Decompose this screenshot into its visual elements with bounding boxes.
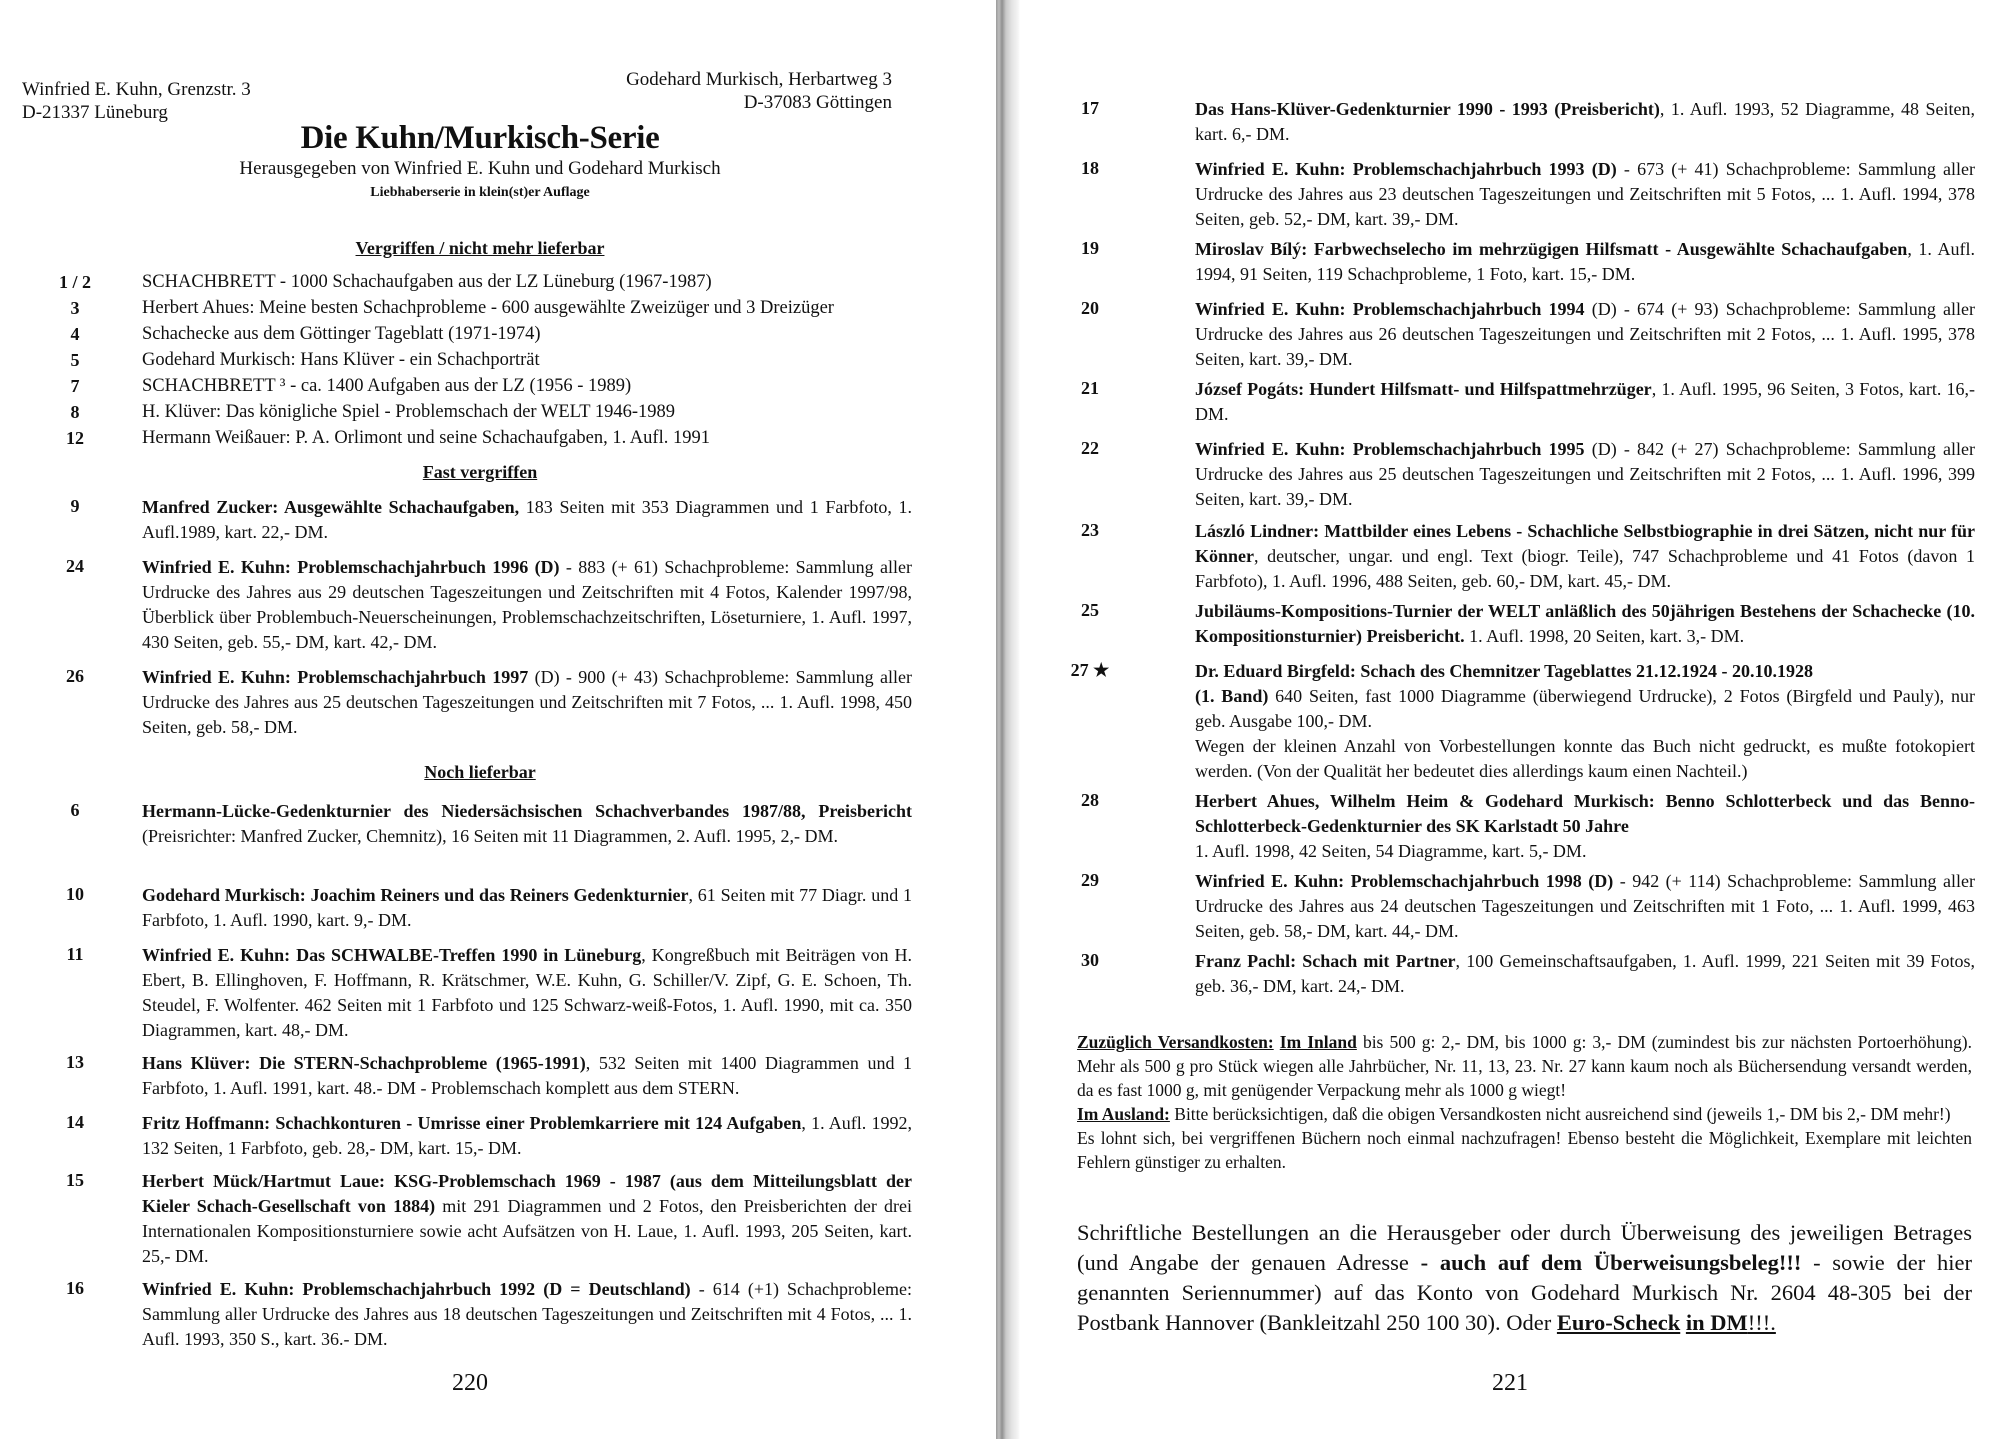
item-text: SCHACHBRETT - 1000 Schachaufgaben aus der LZ Lüneburg (1967-1987) [142, 272, 712, 292]
address-line: Winfried E. Kuhn, Grenzstr. 3 [22, 79, 251, 100]
shipping-note [1077, 1030, 1972, 1174]
item-details: - 883 (+ 61) Schachprobleme: Sammlung aller Urdrucke des Jahres aus 29 deutschen Tageszeitungen und Zeitschriften mit 4 Fotos, Kalender 1997/98, Überblick über Problembuch-Neuerscheinungen, Problemschachzeitschriften, Löseturniere, 1. Aufl. 1997, 430 Seiten, geb. 55,- DM, kart. 42,- DM. [142, 557, 912, 652]
item-title: Fritz Hoffmann: Schachkonturen - Umrisse einer Problemkarriere mit 124 Aufgaben [142, 1113, 802, 1133]
item-description [1195, 659, 1975, 784]
item-number: 29 [1081, 870, 1099, 890]
item-details: , 61 Seiten mit 77 Diagr. und 1 Farbfoto, 1. Aufl. 1990, kart. 9,- DM. [142, 885, 912, 930]
item-title: Hans Klüver: Die STERN-Schachprobleme (1965-1991) [142, 1053, 586, 1073]
item-title: Winfried E. Kuhn: Problemschachjahrbuch 1998 (D) [1195, 871, 1614, 891]
item-details: (Preisrichter: Manfred Zucker, Chemnitz), 16 Seiten mit 11 Diagrammen, 2. Aufl. 1995, 2,- DM. [142, 826, 838, 846]
item-details: , 532 Seiten mit 1400 Diagrammen und 1 Farbfoto, 1. Aufl. 1991, kart. 48.- DM - Problemschach komplett aus dem STERN. [142, 1053, 912, 1098]
item-title: Miroslav Bílý: Farbwechselecho im mehrzügigen Hilfsmatt - Ausgewählte Schachaufgaben [1195, 239, 1908, 259]
star-icon: ★ [1093, 660, 1110, 680]
order-text-1: Schriftliche Bestellungen an die Herausgeber oder durch Überweisung des jeweiligen Betrages (und Angabe der genauen Adresse [1077, 1220, 1972, 1275]
item-number: 23 [1081, 520, 1099, 540]
item-number: 18 [1081, 158, 1099, 178]
shipping-domestic-text: bis 500 g: 2,- DM, bis 1000 g: 3,- DM (zumindest bis zur nächsten Portoerhöhung). Mehr als 500 g pro Stück wiegen alle Jahrbücher, Nr. 11, 13, 23. Nr. 27 kann kaum noch als Büchersendung versandt werden, da es fast 1000 g, mit genügender Verpackung mehr als 1000 g wiegt! [1077, 1032, 1972, 1100]
item-number: 5 [70, 350, 80, 370]
shipping-abroad-label: Im Ausland: [1077, 1104, 1170, 1124]
item-details: , Kongreßbuch mit Beiträgen von H. Ebert, B. Ellinghoven, F. Hoffmann, R. Krätschmer, W.E. Kuhn, G. Schiller/V. Zipf, G. E. Schoen, Th. Steudel, F. Wolfenter. 462 Seiten mit 1 Farbfoto und 125 Schwarz-weiß-Fotos, 1. Aufl. 1990, mit ca. 350 Diagrammen, kart. 48,- DM. [142, 945, 912, 1040]
item-title: Winfried E. Kuhn: Problemschachjahrbuch 1995 [1195, 439, 1585, 459]
item-number: 25 [1081, 600, 1099, 620]
item-title: Winfried E. Kuhn: Problemschachjahrbuch 1994 [1195, 299, 1585, 319]
item-description [1195, 237, 1975, 287]
item-number: 28 [1081, 790, 1099, 810]
item-number: 15 [66, 1170, 84, 1190]
item-description [1195, 377, 1975, 427]
shipping-domestic-label: Im Inland [1279, 1032, 1357, 1052]
item-description [142, 799, 912, 849]
page-tagline: Liebhaberserie in klein(st)er Auflage [370, 185, 590, 200]
book-gutter [996, 0, 1020, 1439]
item-text: Godehard Murkisch: Hans Klüver - ein Schachporträt [142, 350, 540, 370]
item-title: Franz Pachl: Schach mit Partner [1195, 951, 1456, 971]
item-title: László Lindner: Mattbilder eines Lebens - Schachliche Selbstbiographie in drei Sätzen, nicht nur für Könner [1195, 521, 1975, 566]
item-details: (D) - 842 (+ 27) Schachprobleme: Sammlung aller Urdrucke des Jahres aus 25 deutschen Tageszeitungen und Zeitschriften mit 2 Fotos, ... 1. Aufl. 1996, 399 Seiten, kart. 39,- DM. [1195, 439, 1975, 509]
item-title: Winfried E. Kuhn: Problemschachjahrbuch 1997 [142, 667, 529, 687]
shipping-abroad-text: Bitte berücksichtigen, daß die obigen Versandkosten nicht ausreichend sind (jeweils 1,- DM bis 2,- DM mehr!) [1169, 1104, 1951, 1124]
order-text-3: !!!. [1747, 1310, 1776, 1335]
item-number [1060, 660, 1120, 681]
item-details: , 1. Aufl. 1994, 91 Seiten, 119 Schachprobleme, 1 Foto, kart. 15,- DM. [1195, 239, 1975, 284]
item-description [1195, 519, 1975, 594]
item-text: Hermann Weißauer: P. A. Orlimont und seine Schachaufgaben, 1. Aufl. 1991 [142, 428, 710, 448]
item-number-text: 27 [1070, 660, 1089, 680]
page-number-right: 221 [1492, 1370, 1528, 1396]
item-title: Winfried E. Kuhn: Problemschachjahrbuch 1992 (D = Deutschland) [142, 1279, 691, 1299]
item-description [1195, 789, 1975, 864]
item-number: 19 [1081, 238, 1099, 258]
item-title: Manfred Zucker: Ausgewählte Schachaufgaben, [142, 497, 520, 517]
item-title: Herbert Mück/Hartmut Laue: KSG-Problemschach 1969 - 1987 (aus dem Mitteilungsblatt der Kieler Schach-Gesellschaft von 1884) [142, 1171, 912, 1216]
item-details: mit 291 Diagrammen und 2 Fotos, den Preisberichten der drei Internationalen Kompositionsturniere sowie acht Aufsätzen von H. Laue, 1. Aufl. 1993, 205 Seiten, kart. 25,- DM. [142, 1196, 913, 1266]
item-number: 4 [70, 324, 80, 344]
item-title: Das Hans-Klüver-Gedenkturnier 1990 - 1993 (Preisbericht) [1195, 99, 1660, 119]
item-title: Jubiläums-Kompositions-Turnier der WELT anläßlich des 50jährigen Bestehens der Schachecke (10. Kompositionsturnier) Preisbericht. [1195, 601, 1975, 646]
item-description [1195, 599, 1975, 649]
address-line: D-37083 Göttingen [743, 92, 892, 113]
item-number: 12 [66, 428, 84, 448]
item-title: Hermann-Lücke-Gedenkturnier des Niedersächsischen Schachverbandes 1987/88, Preisbericht [142, 801, 912, 821]
shipping-extra-text: Es lohnt sich, bei vergriffenen Büchern noch einmal nachzufragen! Ebenso besteht die Möglichkeit, Exemplare mit leichten Fehlern günstiger zu erhalten. [1077, 1128, 1972, 1172]
item-number: 16 [66, 1278, 84, 1298]
item-number: 9 [70, 496, 80, 516]
item-number: 24 [66, 556, 84, 576]
item-details: , 100 Gemeinschaftsaufgaben, 1. Aufl. 1999, 221 Seiten mit 39 Fotos, geb. 36,- DM, kart. 24,- DM. [1195, 951, 1975, 996]
page-left [0, 0, 996, 1439]
item-details: - 942 (+ 114) Schachprobleme: Sammlung aller Urdrucke des Jahres aus 24 deutschen Tageszeitungen und Zeitschriften mit 1 Foto, ... 1. Aufl. 1999, 463 Seiten, geb. 58,- DM, kart. 44,- DM. [1195, 871, 1975, 941]
section-heading-out-of-print: Vergriffen / nicht mehr lieferbar [355, 238, 605, 258]
item-title-extra: (1. Band) [1195, 686, 1269, 706]
item-number: 11 [66, 944, 84, 964]
item-description [142, 495, 912, 545]
item-text: H. Klüver: Das königliche Spiel - Problemschach der WELT 1946-1989 [142, 402, 675, 422]
item-description [1195, 437, 1975, 512]
section-heading-almost-out: Fast vergriffen [422, 462, 538, 482]
item-number: 3 [70, 298, 80, 318]
item-details: , 1. Aufl. 1992, 132 Seiten, 1 Farbfoto, geb. 28,- DM, kart. 15,- DM. [142, 1113, 912, 1158]
address-line: D-21337 Lüneburg [22, 102, 168, 123]
item-details: , deutscher, ungar. und engl. Text (biogr. Teile), 747 Schachprobleme und 41 Fotos (davon 1 Farbfoto), 1. Aufl. 1996, 488 Seiten, geb. 60,- DM, kart. 45,- DM. [1195, 546, 1975, 591]
item-number: 26 [66, 666, 84, 686]
item-title: Winfried E. Kuhn: Das SCHWALBE-Treffen 1990 in Lüneburg [142, 945, 642, 965]
item-number: 17 [1081, 98, 1099, 118]
page-number-left: 220 [452, 1370, 488, 1396]
item-description [1195, 297, 1975, 372]
item-title: Dr. Eduard Birgfeld: Schach des Chemnitzer Tageblattes 21.12.1924 - 20.10.1928 [1195, 661, 1814, 681]
address-line: Godehard Murkisch, Herbartweg 3 [626, 69, 892, 90]
order-bold-1: - auch auf dem Überweisungsbeleg!!! [1420, 1250, 1802, 1275]
address-murkisch [612, 68, 892, 114]
item-text: Schachecke aus dem Göttinger Tageblatt (1971-1974) [142, 324, 541, 344]
order-text-2: - sowie der hier genannten Seriennummer) auf das Konto von Godehard Murkisch Nr. 2604 48-305 bei der Postbank Hannover (Bankleitzahl 250 100 30). Oder [1077, 1250, 1972, 1335]
item-title: József Pogáts: Hundert Hilfsmatt- und Hilfspattmehrzüger [1195, 379, 1652, 399]
item-details: 1. Aufl. 1998, 42 Seiten, 54 Diagramme, kart. 5,- DM. [1195, 841, 1587, 861]
order-instructions [1077, 1218, 1972, 1338]
item-number: 7 [70, 376, 80, 396]
item-number: 8 [70, 402, 80, 422]
item-number: 10 [66, 884, 84, 904]
page-title: Die Kuhn/Murkisch-Serie [300, 120, 660, 156]
item-description [142, 883, 912, 933]
section-heading-available: Noch lieferbar [424, 762, 536, 782]
item-number: 14 [66, 1112, 84, 1132]
item-details: , 1. Aufl. 1993, 52 Diagramme, 48 Seiten, kart. 6,- DM. [1195, 99, 1976, 144]
item-number: 1 / 2 [58, 272, 91, 292]
item-title: Herbert Ahues, Wilhelm Heim & Godehard Murkisch: Benno Schlotterbeck und das Benno-Schlotterbeck-Gedenkturnier des SK Karlstadt 50 Jahre [1195, 791, 1975, 836]
item-title: Winfried E. Kuhn: Problemschachjahrbuch 1996 (D) [142, 557, 560, 577]
shipping-label: Zuzüglich Versandkosten: [1077, 1032, 1274, 1052]
item-description [142, 943, 912, 1043]
item-description [142, 1169, 912, 1269]
item-text: Herbert Ahues: Meine besten Schachprobleme - 600 ausgewählte Zweizüger und 3 Dreizüger [142, 298, 834, 318]
order-in-dm: in DM [1685, 1310, 1748, 1335]
page-right [1020, 0, 2000, 1439]
item-title: Godehard Murkisch: Joachim Reiners und das Reiners Gedenkturnier [142, 885, 689, 905]
item-description [142, 1111, 912, 1161]
item-description [1195, 949, 1975, 999]
order-eurocheque: Euro-Scheck [1556, 1310, 1681, 1335]
item-details: (D) - 674 (+ 93) Schachprobleme: Sammlung aller Urdrucke des Jahres aus 26 deutschen Tageszeitungen und Zeitschriften mit 2 Fotos, ... 1. Aufl. 1995, 378 Seiten, kart. 39,- DM. [1195, 299, 1975, 369]
item-description [142, 555, 912, 655]
item-number: 13 [66, 1052, 84, 1072]
item-description [1195, 157, 1975, 232]
item-text: SCHACHBRETT ³ - ca. 1400 Aufgaben aus der LZ (1956 - 1989) [142, 376, 632, 396]
item-details: , 1. Aufl. 1995, 96 Seiten, 3 Fotos, kart. 16,- DM. [1195, 379, 1975, 424]
item-number: 6 [70, 800, 80, 820]
item-number: 30 [1081, 950, 1099, 970]
item-details: 183 Seiten mit 353 Diagrammen und 1 Farbfoto, 1. Aufl.1989, kart. 22,- DM. [142, 497, 912, 542]
item-description [1195, 97, 1975, 147]
item-description [142, 1051, 912, 1101]
item-description [142, 665, 912, 740]
item-details: 640 Seiten, fast 1000 Diagramme (überwiegend Urdrucke), 2 Fotos (Birgfeld und Pauly), nur geb. Ausgabe 100,- DM. [1195, 686, 1975, 731]
item-details: - 614 (+1) Schachprobleme: Sammlung aller Urdrucke des Jahres aus 18 deutschen Tageszeitungen und Zeitschriften mit 4 Fotos, ... 1. Aufl. 1993, 350 S., kart. 36.- DM. [142, 1279, 912, 1349]
item-details: - 673 (+ 41) Schachprobleme: Sammlung aller Urdrucke des Jahres aus 23 deutschen Tageszeitungen und Zeitschriften mit 5 Fotos, ... 1. Aufl. 1994, 378 Seiten, geb. 52,- DM, kart. 39,- DM. [1195, 159, 1975, 229]
item-details: 1. Aufl. 1998, 20 Seiten, kart. 3,- DM. [1464, 626, 1745, 646]
item-number: 22 [1081, 438, 1099, 458]
page-subtitle: Herausgegeben von Winfried E. Kuhn und Godehard Murkisch [239, 158, 721, 179]
item-description [1195, 869, 1975, 944]
item-number: 21 [1081, 378, 1099, 398]
item-details: (D) - 900 (+ 43) Schachprobleme: Sammlung aller Urdrucke des Jahres aus 25 deutschen Tageszeitungen und Zeitschriften mit 7 Fotos, ... 1. Aufl. 1998, 450 Seiten, geb. 58,- DM. [142, 667, 912, 737]
item-number: 20 [1081, 298, 1099, 318]
item-title: Winfried E. Kuhn: Problemschachjahrbuch 1993 (D) [1195, 159, 1617, 179]
address-kuhn [22, 78, 251, 124]
item-note: Wegen der kleinen Anzahl von Vorbestellungen konnte das Buch nicht gedruckt, es mußte fotokopiert werden. (Von der Qualität her bedeutet dies allerdings kaum einen Nachteil.) [1195, 736, 1975, 781]
item-description [142, 1277, 912, 1352]
